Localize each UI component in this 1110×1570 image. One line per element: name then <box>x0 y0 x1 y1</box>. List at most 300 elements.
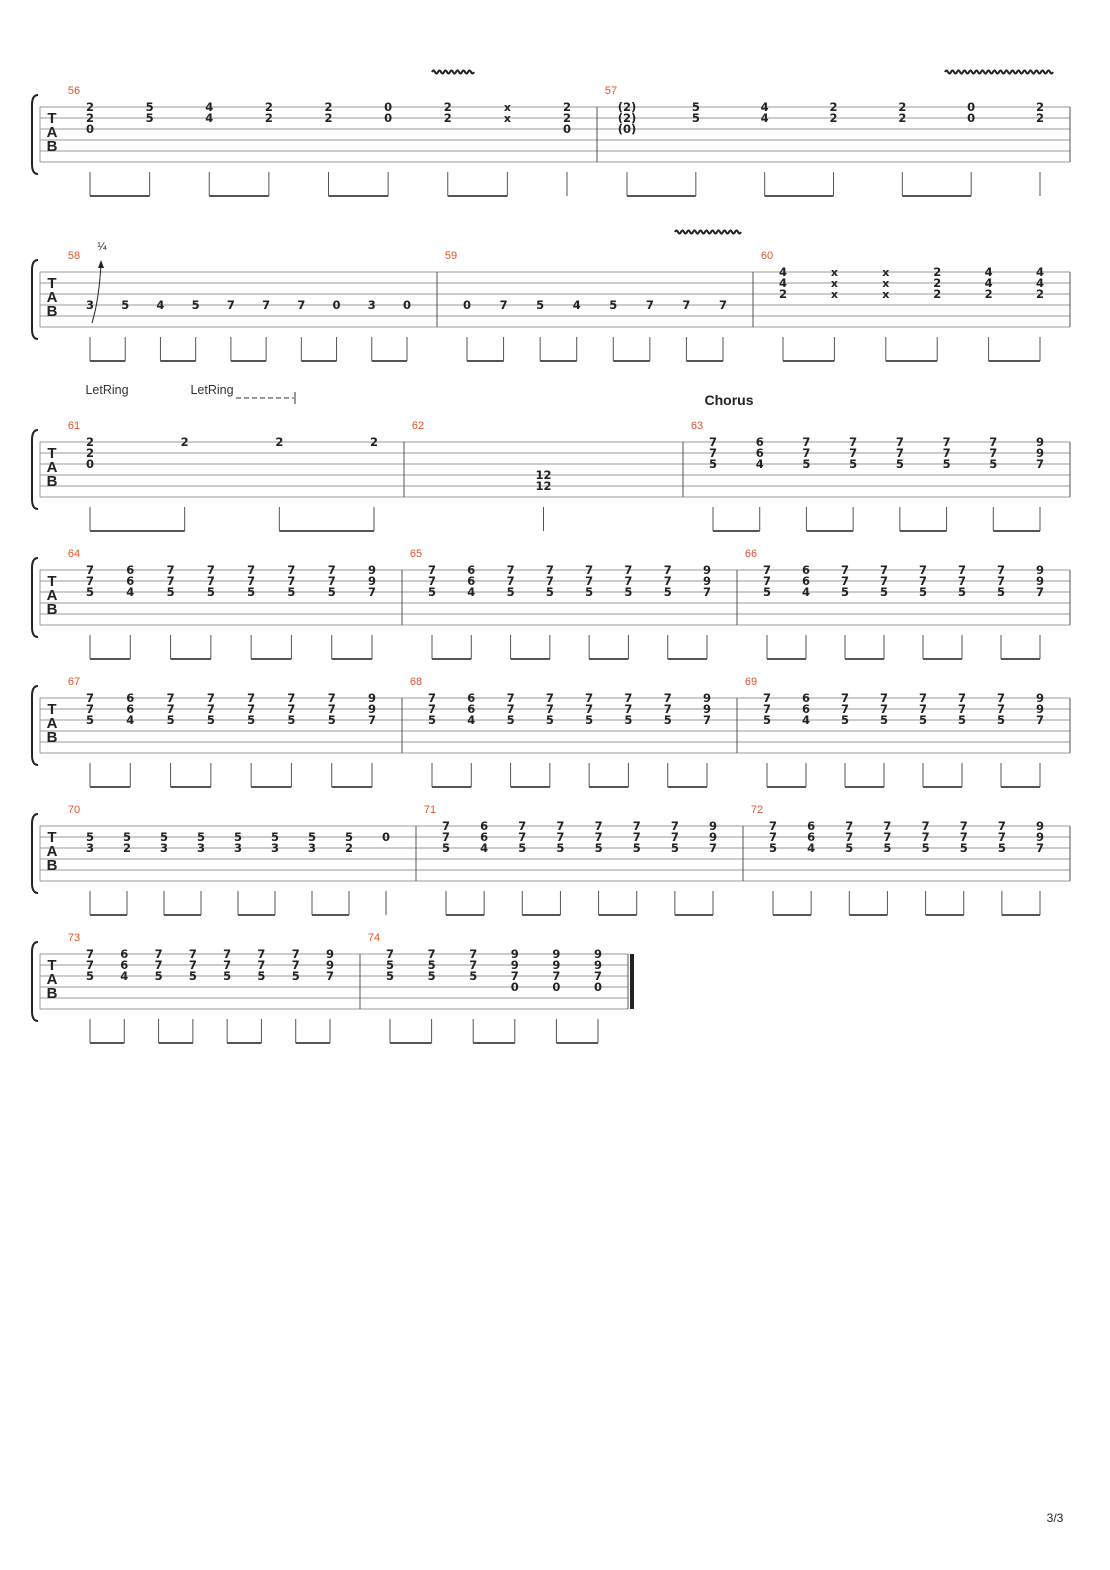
fret-number: (0) <box>617 122 637 136</box>
fret-number: 4 <box>572 298 581 312</box>
fret-number: 7 <box>849 435 858 449</box>
fret-number: 7 <box>206 691 215 705</box>
staff-brace <box>32 95 38 174</box>
measure-number: 59 <box>444 250 458 262</box>
fret-number: 7 <box>226 298 235 312</box>
measure-number: 57 <box>604 85 618 97</box>
fret-number: 3 <box>196 841 206 855</box>
staff-brace <box>32 814 38 893</box>
fret-number: 7 <box>291 947 300 961</box>
fret-number: 6 <box>126 574 135 588</box>
fret-number: 5 <box>663 585 672 599</box>
fret-number: 5 <box>206 713 215 727</box>
fret-number: 2 <box>344 841 354 855</box>
measure-number: 60 <box>760 250 774 262</box>
tab-clef-letter: B <box>46 473 58 490</box>
tab-clef-letter: T <box>47 445 57 462</box>
fret-number: (2) <box>617 100 637 114</box>
fret-number: 4 <box>467 585 476 599</box>
measure-number: 56 <box>67 85 81 97</box>
measure-number: 71 <box>423 804 437 816</box>
fret-number: 5 <box>85 830 95 844</box>
fret-number: 7 <box>996 702 1006 716</box>
fret-number: 5 <box>691 100 700 114</box>
fret-number: 7 <box>718 298 728 312</box>
tab-clef-letter: A <box>46 843 58 860</box>
fret-number: 5 <box>344 830 354 844</box>
fret-number: 7 <box>327 563 336 577</box>
fret-number: 0 <box>384 100 393 114</box>
fret-number: 4 <box>807 841 816 855</box>
fret-number: 5 <box>921 841 930 855</box>
measure-number: 65 <box>409 548 423 560</box>
fret-number: 7 <box>624 563 633 577</box>
fret-number: 7 <box>708 841 718 855</box>
fret-number: 7 <box>545 574 554 588</box>
fret-number: 5 <box>849 457 858 471</box>
fret-number: 6 <box>807 830 816 844</box>
fret-number: 7 <box>287 574 296 588</box>
fret-number: 7 <box>802 435 811 449</box>
fret-number: 2 <box>933 276 942 290</box>
fret-number: 2 <box>122 841 132 855</box>
fret-number: 5 <box>159 830 169 844</box>
fret-number: 4 <box>778 276 788 290</box>
fret-number: 7 <box>879 574 889 588</box>
fret-number: 2 <box>324 111 333 125</box>
fret-number: 7 <box>624 702 633 716</box>
fret-number: 7 <box>441 830 451 844</box>
muted-note: x <box>882 288 890 301</box>
fret-number: 7 <box>663 574 672 588</box>
fret-number: 0 <box>384 111 393 125</box>
fret-number: 7 <box>154 958 163 972</box>
fret-number: 7 <box>702 585 712 599</box>
fret-number: 2 <box>180 435 189 449</box>
tab-clef-letter: T <box>47 957 57 974</box>
fret-number: 7 <box>762 574 772 588</box>
fret-number: 7 <box>506 691 515 705</box>
fret-number: 7 <box>257 947 266 961</box>
fret-number: 5 <box>989 457 998 471</box>
fret-number: 7 <box>367 585 377 599</box>
fret-number: 5 <box>840 585 850 599</box>
staff-system <box>32 932 632 1043</box>
fret-number: 4 <box>120 969 129 983</box>
fret-number: 6 <box>126 563 135 577</box>
fret-number: 0 <box>462 298 472 312</box>
vibrato-mark <box>675 231 741 234</box>
fret-number: 2 <box>1035 100 1045 114</box>
fret-number: 7 <box>510 969 519 983</box>
fret-number: 4 <box>205 100 214 114</box>
fret-number: 7 <box>85 947 95 961</box>
fret-number: 7 <box>702 713 712 727</box>
fret-number: 7 <box>585 702 594 716</box>
fret-number: 12 <box>535 479 552 493</box>
fret-number: 7 <box>287 702 296 716</box>
fret-number: 2 <box>562 111 572 125</box>
fret-number: 0 <box>85 457 95 471</box>
fret-number: 5 <box>506 585 515 599</box>
fret-number: 7 <box>287 563 296 577</box>
fret-number: 7 <box>921 819 930 833</box>
fret-number: 2 <box>1035 111 1045 125</box>
bend-label: ¼ <box>97 241 107 253</box>
fret-number: 7 <box>206 574 215 588</box>
fret-number: 7 <box>85 574 95 588</box>
fret-number: 5 <box>895 457 904 471</box>
fret-number: 7 <box>327 702 336 716</box>
fret-number: 5 <box>233 830 243 844</box>
fret-number: 3 <box>307 841 317 855</box>
fret-number: 6 <box>807 819 816 833</box>
staff-brace <box>32 260 38 339</box>
fret-number: 5 <box>624 713 633 727</box>
fret-number: 7 <box>997 830 1006 844</box>
fret-number: 5 <box>145 100 154 114</box>
fret-number: 7 <box>247 574 256 588</box>
measure-number: 61 <box>67 420 81 432</box>
fret-number: 7 <box>247 563 256 577</box>
muted-note: x <box>830 266 838 279</box>
fret-number: 5 <box>122 830 132 844</box>
measure-number: 68 <box>409 676 423 688</box>
fret-number: 2 <box>898 100 907 114</box>
fret-number: 7 <box>585 691 594 705</box>
fret-number: 7 <box>957 702 967 716</box>
tab-clef-letter: T <box>47 275 57 292</box>
fret-number: 7 <box>957 691 967 705</box>
fret-number: 5 <box>802 457 811 471</box>
fret-number: 5 <box>918 585 928 599</box>
fret-number: 9 <box>325 947 335 961</box>
fret-number: 7 <box>223 958 232 972</box>
fret-number: 4 <box>205 111 214 125</box>
fret-number: 7 <box>593 969 603 983</box>
fret-number: 9 <box>1035 563 1045 577</box>
fret-number: 7 <box>624 691 633 705</box>
tab-clef-letter: B <box>46 985 58 1002</box>
fret-number: 5 <box>191 298 200 312</box>
fret-number: 2 <box>264 111 273 125</box>
fret-number: 7 <box>663 563 672 577</box>
fret-number: 5 <box>154 969 163 983</box>
fret-number: 2 <box>85 111 95 125</box>
fret-number: 9 <box>702 691 712 705</box>
fret-number: 7 <box>469 947 478 961</box>
fret-number: 2 <box>275 435 284 449</box>
fret-number: 7 <box>427 563 437 577</box>
fret-number: 7 <box>879 563 889 577</box>
fret-number: 7 <box>997 819 1006 833</box>
fret-number: 7 <box>762 563 772 577</box>
fret-number: 7 <box>247 691 256 705</box>
fret-number: 0 <box>967 111 976 125</box>
fret-number: 9 <box>1035 819 1045 833</box>
let-ring-label: LetRing <box>190 383 234 397</box>
page-number: 3/3 <box>1046 1511 1064 1525</box>
measure-number: 64 <box>67 548 81 560</box>
fret-number: 7 <box>85 563 95 577</box>
fret-number: 2 <box>324 100 333 114</box>
tab-clef-letter: B <box>46 857 58 874</box>
staff-brace <box>32 430 38 509</box>
fret-number: 7 <box>262 298 271 312</box>
fret-number: 5 <box>247 713 256 727</box>
fret-number: 2 <box>85 435 95 449</box>
fret-number: 7 <box>663 702 672 716</box>
fret-number: 7 <box>957 574 967 588</box>
fret-number: 7 <box>166 563 175 577</box>
fret-number: 5 <box>609 298 618 312</box>
fret-number: 7 <box>247 702 256 716</box>
fret-number: 7 <box>849 446 858 460</box>
fret-number: 6 <box>467 691 476 705</box>
fret-number: 9 <box>593 958 603 972</box>
measure-number: 72 <box>750 804 764 816</box>
fret-number: 5 <box>663 713 672 727</box>
fret-number: 7 <box>879 702 889 716</box>
fret-number: 5 <box>840 713 850 727</box>
fret-number: 5 <box>196 830 206 844</box>
staff-brace <box>32 942 38 1021</box>
measure-number: 69 <box>744 676 758 688</box>
fret-number: 9 <box>552 947 561 961</box>
fret-number: 7 <box>632 819 641 833</box>
muted-note: x <box>503 112 511 125</box>
fret-number: 5 <box>879 585 889 599</box>
measure-number: 67 <box>67 676 81 688</box>
staff-system <box>32 804 1070 915</box>
fret-number: 5 <box>85 585 95 599</box>
muted-note: x <box>830 277 838 290</box>
fret-number: 7 <box>632 830 641 844</box>
section-label: Chorus <box>704 392 754 408</box>
measure-number: 73 <box>67 932 81 944</box>
fret-number: 5 <box>327 585 336 599</box>
fret-number: 6 <box>467 574 476 588</box>
staff-system <box>32 85 1070 196</box>
fret-number: 7 <box>762 702 772 716</box>
fret-number: 7 <box>918 563 928 577</box>
fret-number: 7 <box>327 691 336 705</box>
tab-clef-letter: A <box>46 715 58 732</box>
fret-number: 7 <box>959 830 968 844</box>
fret-number: 5 <box>632 841 641 855</box>
fret-number: 5 <box>996 713 1006 727</box>
fret-number: 7 <box>921 830 930 844</box>
fret-number: 5 <box>307 830 317 844</box>
tab-clef-letter: A <box>46 124 58 141</box>
fret-number: 5 <box>385 958 395 972</box>
fret-number: 0 <box>593 980 603 994</box>
fret-number: 7 <box>85 702 95 716</box>
fret-number: 7 <box>895 446 904 460</box>
fret-number: 6 <box>801 691 811 705</box>
fret-number: 7 <box>223 947 232 961</box>
fret-number: 7 <box>708 446 718 460</box>
fret-number: 7 <box>883 819 892 833</box>
fret-number: 9 <box>325 958 335 972</box>
fret-number: 9 <box>702 563 712 577</box>
fret-number: 7 <box>585 563 594 577</box>
fret-number: 7 <box>879 691 889 705</box>
tab-clef-letter: A <box>46 459 58 476</box>
fret-number: 7 <box>645 298 654 312</box>
fret-number: 9 <box>702 702 712 716</box>
fret-number: 9 <box>1035 702 1045 716</box>
fret-number: 7 <box>552 969 561 983</box>
fret-number: 3 <box>270 841 280 855</box>
fret-number: 7 <box>85 691 95 705</box>
fret-number: 5 <box>942 457 951 471</box>
fret-number: 7 <box>506 702 515 716</box>
fret-number: 4 <box>755 457 764 471</box>
tab-clef-letter: T <box>47 573 57 590</box>
fret-number: 6 <box>126 702 135 716</box>
fret-number: 5 <box>879 713 889 727</box>
fret-number: 5 <box>223 969 232 983</box>
fret-number: 7 <box>840 563 850 577</box>
fret-number: 9 <box>367 702 377 716</box>
fret-number: 2 <box>898 111 907 125</box>
fret-number: 5 <box>247 585 256 599</box>
fret-number: 7 <box>325 969 335 983</box>
fret-number: 9 <box>1035 830 1045 844</box>
fret-number: 12 <box>535 468 552 482</box>
fret-number: 5 <box>918 713 928 727</box>
fret-number: 4 <box>1035 276 1045 290</box>
fret-number: 7 <box>506 574 515 588</box>
fret-number: 5 <box>957 713 967 727</box>
fret-number: 7 <box>1035 457 1045 471</box>
fret-number: 5 <box>536 298 545 312</box>
fret-number: 4 <box>760 100 769 114</box>
fret-number: 3 <box>367 298 376 312</box>
fret-number: 3 <box>85 298 95 312</box>
fret-number: 7 <box>670 819 679 833</box>
fret-number: 7 <box>327 574 336 588</box>
muted-note: x <box>830 288 838 301</box>
fret-number: 5 <box>85 969 95 983</box>
fret-number: 7 <box>166 691 175 705</box>
fret-number: 7 <box>670 830 679 844</box>
fret-number: 4 <box>467 713 476 727</box>
measure-number: 70 <box>67 804 81 816</box>
fret-number: 3 <box>233 841 243 855</box>
fret-number: 7 <box>989 435 998 449</box>
fret-number: 5 <box>469 969 478 983</box>
tab-clef-letter: A <box>46 971 58 988</box>
fret-number: 7 <box>506 563 515 577</box>
staff-system <box>32 420 1070 531</box>
fret-number: 7 <box>1035 713 1045 727</box>
fret-number: 7 <box>85 958 95 972</box>
fret-number: 2 <box>984 287 993 301</box>
fret-number: 5 <box>708 457 718 471</box>
fret-number: 0 <box>332 298 341 312</box>
fret-number: 2 <box>369 435 379 449</box>
fret-number: 7 <box>427 947 436 961</box>
fret-number: 0 <box>552 980 561 994</box>
fret-number: 4 <box>801 713 811 727</box>
fret-number: 7 <box>845 819 854 833</box>
fret-number: 7 <box>556 830 565 844</box>
fret-number: 2 <box>829 100 838 114</box>
tab-clef-letter: B <box>46 138 58 155</box>
fret-number: 4 <box>1035 265 1045 279</box>
fret-number: 7 <box>594 819 603 833</box>
fret-number: 7 <box>942 435 951 449</box>
fret-number: 7 <box>663 691 672 705</box>
fret-number: 4 <box>126 713 135 727</box>
fret-number: 5 <box>691 111 700 125</box>
fret-number: 7 <box>385 947 395 961</box>
fret-number: 7 <box>996 574 1006 588</box>
fret-number: 9 <box>510 947 519 961</box>
fret-number: 5 <box>85 713 95 727</box>
fret-number: 7 <box>545 702 554 716</box>
fret-number: 5 <box>166 713 175 727</box>
fret-number: 5 <box>957 585 967 599</box>
fret-number: 5 <box>385 969 395 983</box>
fret-number: 5 <box>545 713 554 727</box>
fret-number: 7 <box>989 446 998 460</box>
fret-number: 5 <box>997 841 1006 855</box>
fret-number: 7 <box>287 691 296 705</box>
fret-number: 9 <box>367 574 377 588</box>
fret-number: 6 <box>120 958 129 972</box>
fret-number: 4 <box>984 276 993 290</box>
fret-number: 7 <box>206 702 215 716</box>
staff-system <box>32 250 1070 361</box>
fret-number: 0 <box>381 830 391 844</box>
vibrato-mark <box>432 71 474 74</box>
fret-number: 7 <box>624 574 633 588</box>
fret-number: 7 <box>556 819 565 833</box>
fret-number: 5 <box>845 841 854 855</box>
fret-number: 9 <box>1035 446 1045 460</box>
fret-number: 7 <box>1035 585 1045 599</box>
fret-number: 7 <box>959 819 968 833</box>
staff-brace <box>32 558 38 637</box>
fret-number: 5 <box>594 841 603 855</box>
fret-number: 4 <box>156 298 165 312</box>
vibrato-mark <box>945 71 1053 74</box>
fret-number: 2 <box>85 100 95 114</box>
fret-number: 7 <box>188 958 197 972</box>
fret-number: 7 <box>708 435 718 449</box>
tab-clef-letter: A <box>46 587 58 604</box>
fret-number: 2 <box>778 287 788 301</box>
fret-number: 9 <box>367 563 377 577</box>
fret-number: 7 <box>441 819 451 833</box>
fret-number: 7 <box>762 691 772 705</box>
fret-number: 7 <box>427 702 437 716</box>
fret-number: 7 <box>427 574 437 588</box>
fret-number: 6 <box>755 435 764 449</box>
fret-number: 5 <box>427 958 436 972</box>
staff-brace <box>32 686 38 765</box>
fret-number: 6 <box>480 830 489 844</box>
fret-number: 7 <box>918 691 928 705</box>
fret-number: 5 <box>270 830 280 844</box>
fret-number: 5 <box>121 298 130 312</box>
fret-number: 7 <box>367 713 377 727</box>
fret-number: 0 <box>967 100 976 114</box>
fret-number: 9 <box>1035 691 1045 705</box>
